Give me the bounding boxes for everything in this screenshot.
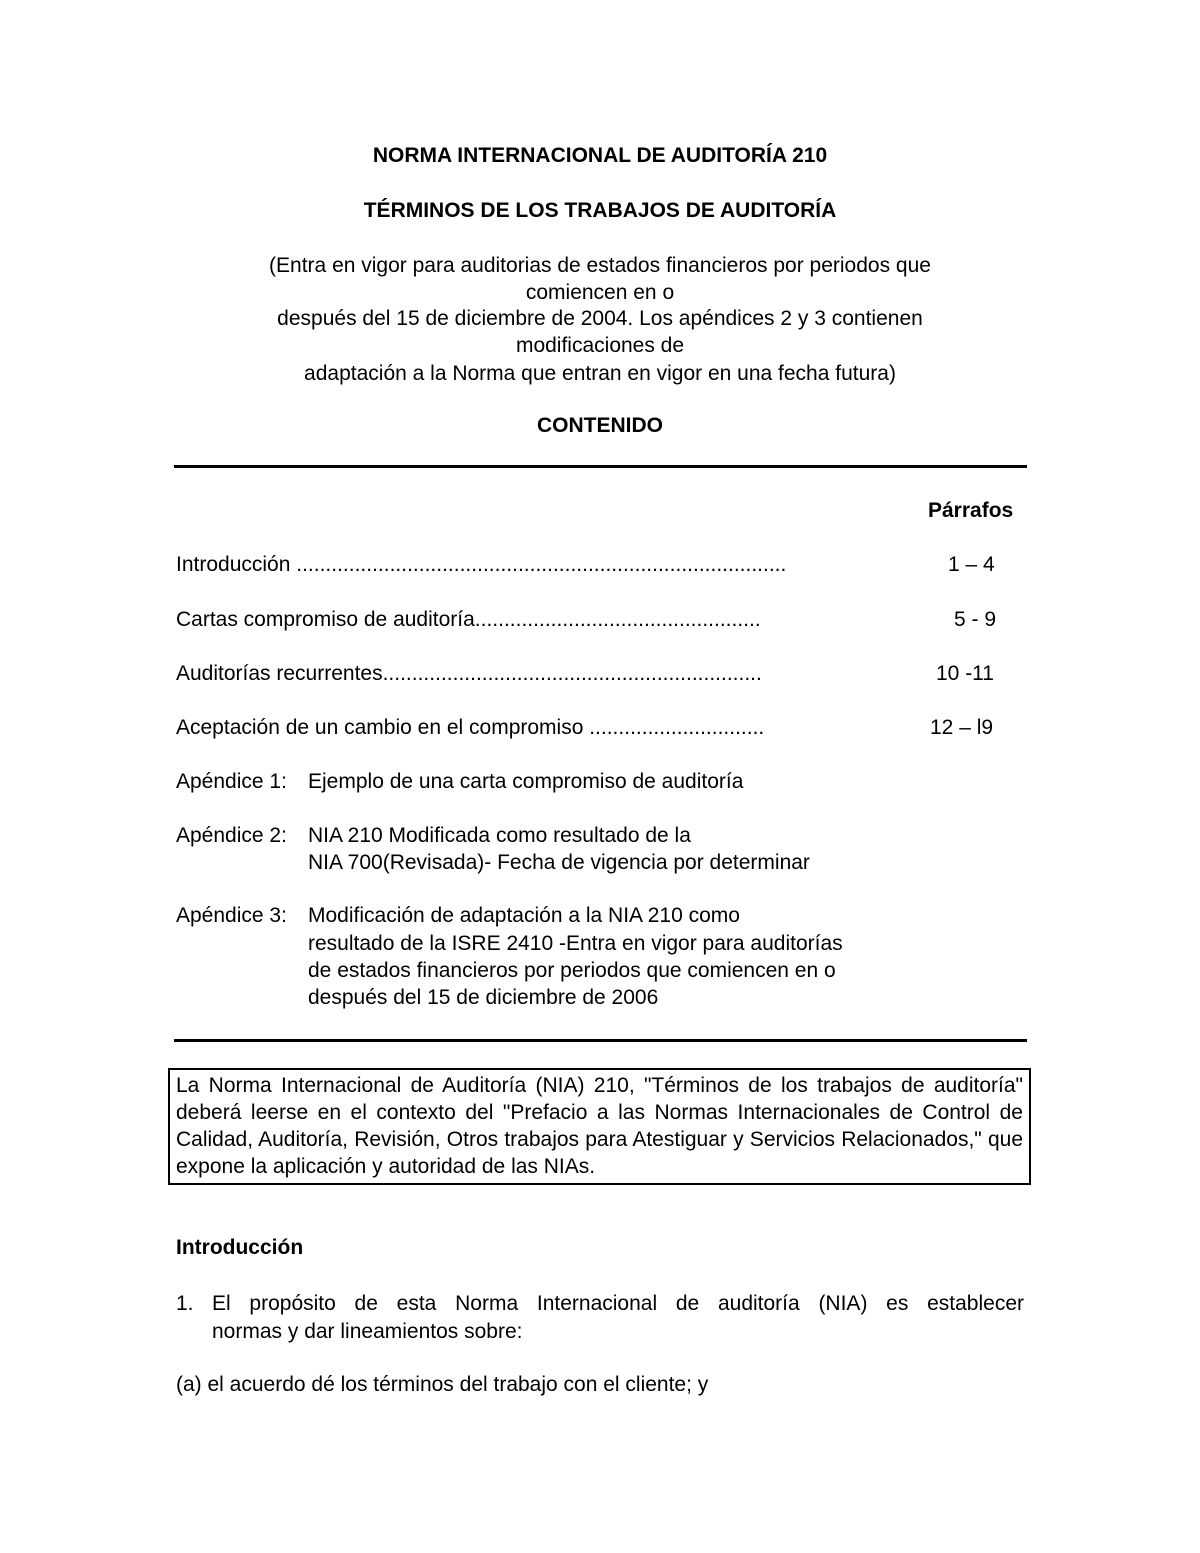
appendix-3-line-1: Modificación de adaptación a la NIA 210 como [308, 904, 740, 927]
toc-paragraphs-cartas: 5 - 9 [954, 608, 997, 631]
effective-date-line-2: comiencen en o [525, 281, 675, 304]
effective-date-line-1: (Entra en vigor para auditorias de estados financieros por periodos que [269, 254, 931, 277]
item-1-number: 1. [176, 1292, 194, 1315]
toc-entry-cartas: Cartas compromiso de auditoría................................................. [176, 608, 761, 631]
toc-entry-introduccion: Introducción .................................................................................... [176, 553, 787, 576]
appendix-1-heading: Apéndice 1: [176, 770, 287, 793]
top-divider [174, 465, 1027, 468]
appendix-3-line-4: después del 15 de diciembre de 2006 [308, 986, 659, 1009]
appendix-3-line-3: de estados financieros por periodos que comiencen en o [308, 959, 836, 982]
item-a: (a) el acuerdo dé los términos del trabajo con el cliente; y [176, 1373, 709, 1396]
section-heading-introduccion: Introducción [176, 1236, 304, 1259]
toc-paragraphs-recurrentes: 10 -11 [936, 662, 994, 685]
item-1-line-1: El propósito de esta Norma Internacional de auditoría (NIA) es establecer [212, 1292, 1024, 1315]
bottom-divider [174, 1039, 1027, 1042]
document-subtitle: TÉRMINOS DE LOS TRABAJOS DE AUDITORÍA [363, 199, 837, 222]
toc-paragraphs-introduccion: 1 – 4 [948, 553, 995, 576]
appendix-2-line-1: NIA 210 Modificada como resultado de la [308, 824, 691, 847]
appendix-1-line-1: Ejemplo de una carta compromiso de auditoría [308, 770, 744, 793]
appendix-2-heading: Apéndice 2: [176, 824, 287, 847]
toc-paragraphs-aceptacion: 12 – l9 [930, 716, 994, 739]
contents-heading: CONTENIDO [537, 414, 663, 437]
effective-date-line-5: adaptación a la Norma que entran en vigor en una fecha futura) [304, 362, 896, 385]
appendix-2-line-2: NIA 700(Revisada)- Fecha de vigencia por determinar [308, 851, 810, 874]
item-1-line-2: normas y dar lineamientos sobre: [212, 1320, 523, 1343]
toc-entry-recurrentes: Auditorías recurrentes................................................................. [176, 662, 762, 685]
appendix-3-line-2: resultado de la ISRE 2410 -Entra en vigor para auditorías [308, 932, 843, 955]
appendix-3-heading: Apéndice 3: [176, 904, 287, 927]
toc-column-header: Párrafos [928, 499, 1014, 522]
effective-date-line-3: después del 15 de diciembre de 2004. Los apéndices 2 y 3 contienen [277, 307, 923, 330]
context-notice-box: La Norma Internacional de Auditoría (NIA) 210, "Términos de los trabajos de auditoría" deberá leerse en el contexto del "Prefacio a las Normas Internacionales de Control de Calidad, Auditoría, Revisión, Otros trabajos para Atestiguar y Servicios Relacionados," que expone la aplicación y autoridad de las NIAs. [168, 1068, 1031, 1185]
effective-date-line-4: modificaciones de [515, 334, 685, 357]
document-title: NORMA INTERNACIONAL DE AUDITORÍA 210 [372, 144, 828, 167]
toc-entry-aceptacion: Aceptación de un cambio en el compromiso .............................. [176, 716, 765, 739]
